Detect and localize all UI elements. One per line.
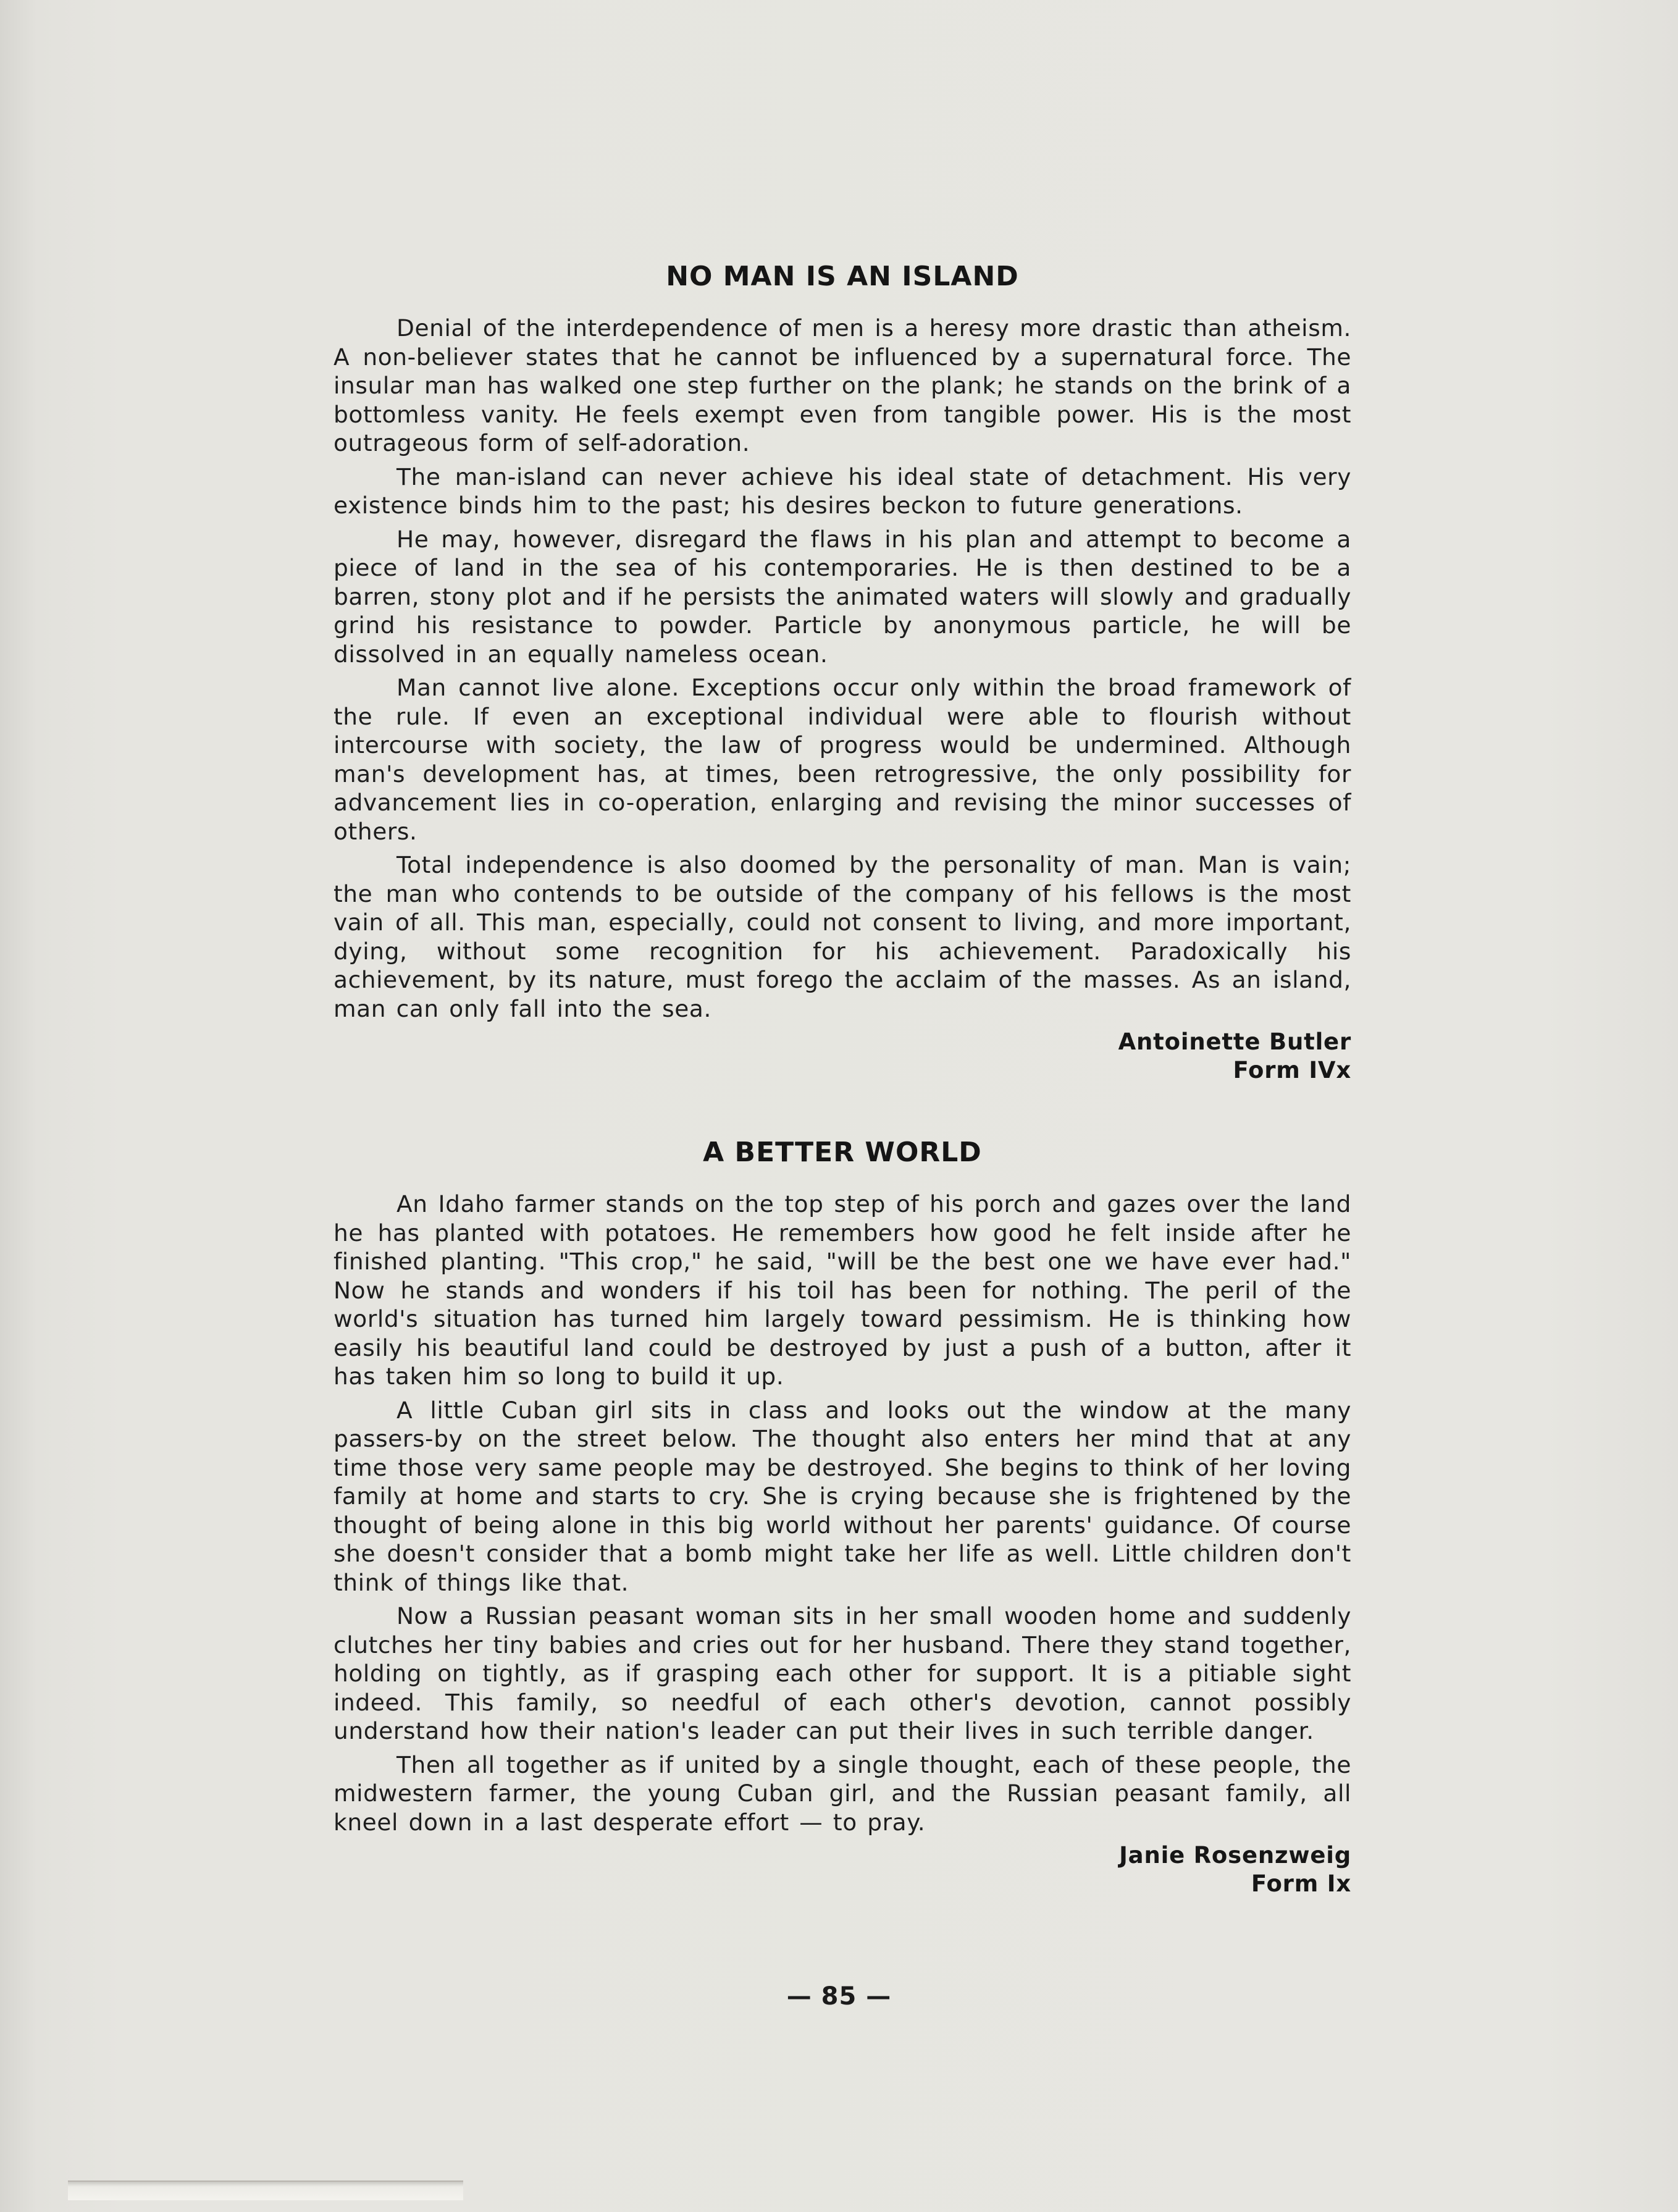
article-title: NO MAN IS AN ISLAND <box>666 261 1019 292</box>
paper-edge-mark <box>68 2180 463 2200</box>
article-title: A BETTER WORLD <box>703 1137 982 1168</box>
author-form: Form Ix <box>1251 1870 1351 1897</box>
paragraph: He may, however, disregard the flaws in his plan and attempt to become a piece of land in the sea of his contemporaries. He is then destined to be a barren, stony plot and if he persists the animated waters will slowly and gradually grind his resistance to powder. Particle by anonymous particle, he will be dissolved in an equally nameless ocean. <box>334 525 1351 668</box>
author-form: Form IVx <box>1233 1057 1351 1083</box>
author-name: Janie Rosenzweig <box>1119 1842 1351 1869</box>
paragraph: Denial of the interdependence of men is a heresy more drastic than atheism. A non-believer states that he cannot be influenced by a supernatural force. The insular man has walked one step further on the plank; he stands on the brink of a bottomless vanity. He feels exempt even from tangible power. His is the most outrageous form of self-adoration. <box>334 314 1351 456</box>
article-a-better-world <box>334 1134 1351 1898</box>
paragraph: Then all together as if united by a single thought, each of these people, the midwestern farmer, the young Cuban girl, and the Russian peasant family, all kneel down in a last desperate effort — to pray. <box>334 1751 1351 1836</box>
author-name: Antoinette Butler <box>1118 1028 1351 1055</box>
paragraph: Now a Russian peasant woman sits in her small wooden home and suddenly clutches her tiny babies and cries out for her husband. There they stand together, holding on tightly, as if grasping each other for support. It is a pitiable sight indeed. This family, so needful of each other's devotion, cannot possibly understand how their nation's leader can put their lives in such terrible danger. <box>334 1602 1351 1744</box>
page-number: — 85 — <box>786 1982 892 2011</box>
paragraph: Total independence is also doomed by the personality of man. Man is vain; the man who contends to be outside of the company of his fellows is the most vain of all. This man, especially, could not consent to living, and more important, dying, without some recognition for his achievement. Paradoxically his achievement, by its nature, must forego the acclaim of the masses. As an island, man can only fall into the sea. <box>334 851 1351 1022</box>
paragraph: The man-island can never achieve his ideal state of detachment. His very existence binds him to the past; his desires beckon to future generations. <box>334 463 1351 519</box>
paragraph: A little Cuban girl sits in class and looks out the window at the many passers-by on the street below. The thought also enters her mind that at any time those very same people may be destroyed. She begins to think of her loving family at home and starts to cry. She is crying because she is frightened by the thought of being alone in this big world without her parents' guidance. Of course she doesn't consider that a bomb might take her life as well. Little children don't think of things like that. <box>334 1396 1351 1596</box>
paragraph: An Idaho farmer stands on the top step of his porch and gazes over the land he has planted with potatoes. He remembers how good he felt inside after he finished planting. "This crop," he said, "will be the best one we have ever had." Now he stands and wonders if his toil has been for nothing. The peril of the world's situation has turned him largely toward pessimism. He is thinking how easily his beautiful land could be destroyed by just a push of a button, after it has taken him so long to build it up. <box>334 1190 1351 1390</box>
paragraph: Man cannot live alone. Exceptions occur only within the broad framework of the rule. If even an exceptional individual were able to flourish without intercourse with society, the law of progress would be undermined. Although man's development has, at times, been retrogressive, the only possibility for advancement lies in co-operation, enlarging and revising the minor successes of others. <box>334 674 1351 845</box>
article-no-man-is-an-island <box>334 258 1351 1085</box>
